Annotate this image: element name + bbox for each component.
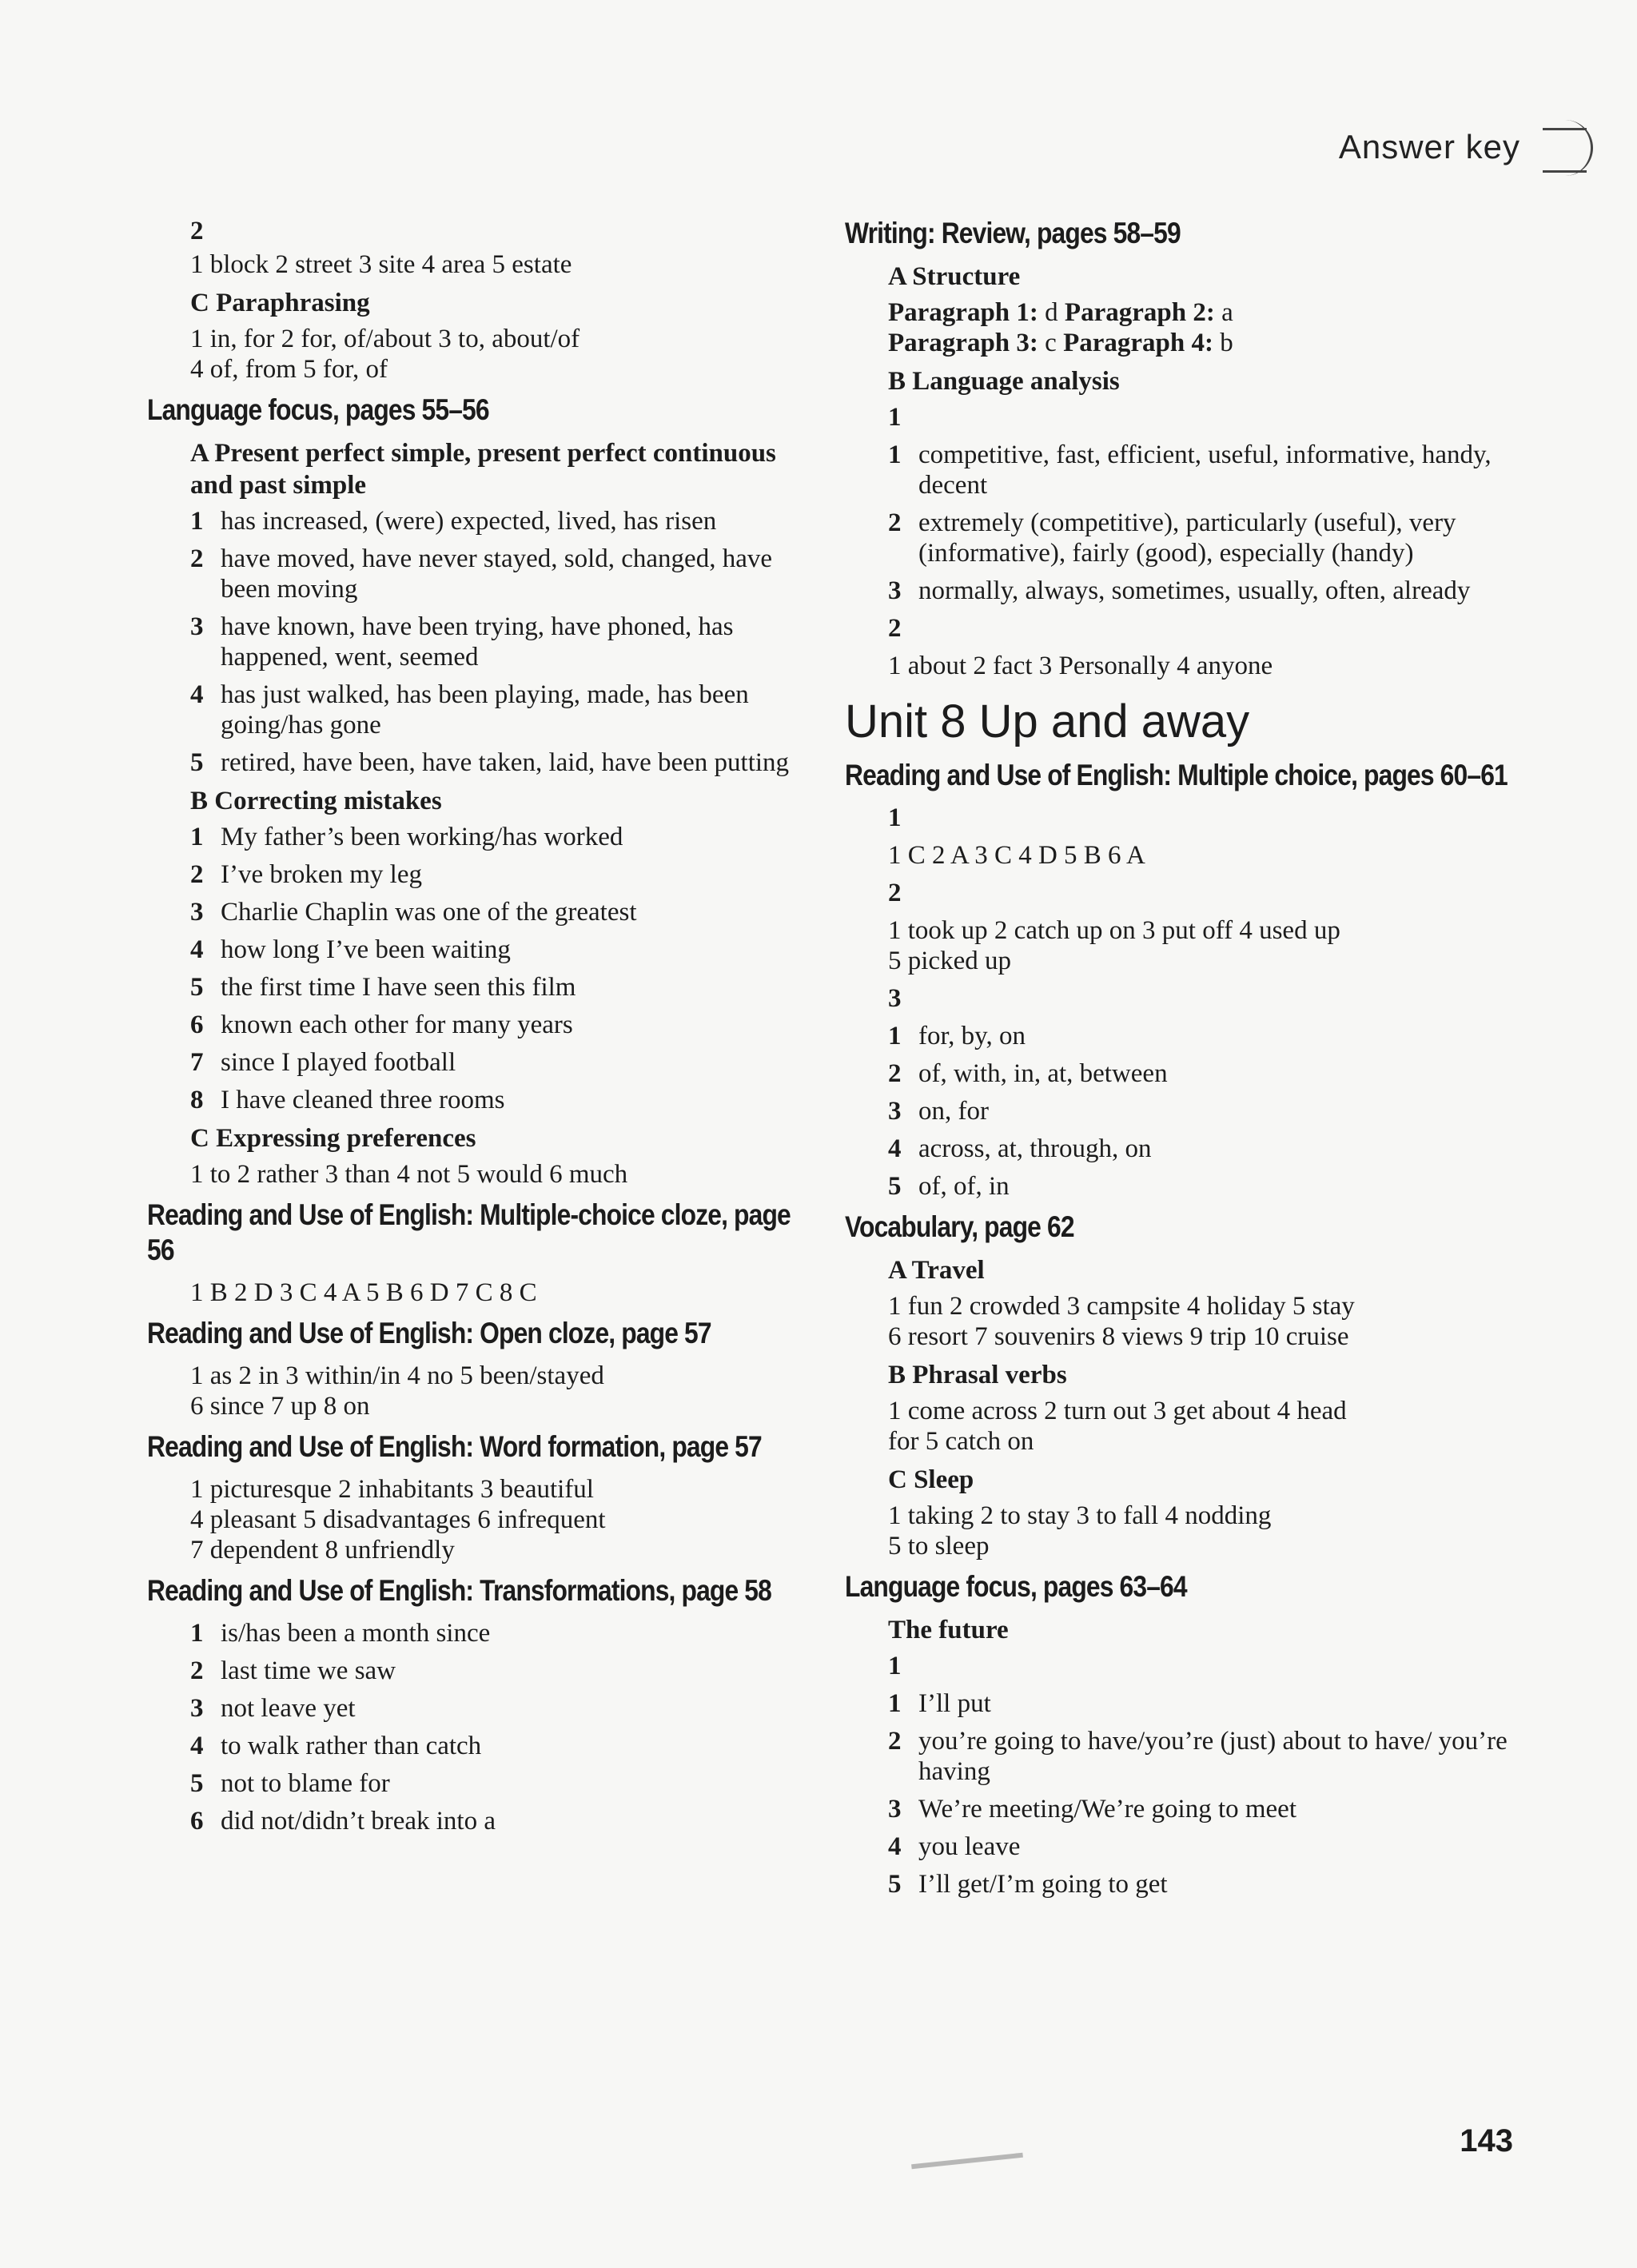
page-tab-mark: [1543, 120, 1593, 176]
answer-line: 5 to sleep: [888, 1532, 990, 1560]
writing-block: [845, 261, 1532, 681]
intro-block: [147, 216, 811, 385]
section-title: Language focus, pages 63–64: [845, 1570, 1187, 1603]
language-focus-block: [147, 437, 811, 1190]
list-item: 2 of, with, in, at, between: [888, 1059, 1168, 1088]
list-item: 5 I’ll get/I’m going to get: [888, 1870, 1168, 1899]
left-column: [147, 216, 811, 1843]
answer-line: 1 picturesque 2 inhabitants 3 beautiful: [190, 1475, 594, 1504]
list-item: 3 not leave yet: [190, 1694, 356, 1723]
list-item: 1 competitive, fast, efficient, useful, informative, handy, decent: [888, 440, 1492, 500]
list-item: 1 I’ll put: [888, 1689, 991, 1718]
list-item: 5 retired, have been, have taken, laid, have been putting: [190, 748, 790, 777]
answer-line: 5 picked up: [888, 947, 1011, 975]
page-number: 143: [1460, 2123, 1513, 2158]
word-formation-block: [147, 1474, 811, 1565]
answer-line: 1 in, for 2 for, of/about 3 to, about/of: [190, 325, 580, 353]
list-item: 2 you’re going to have/you’re (just) about to have/ you’re having: [888, 1727, 1508, 1786]
answer-line: 6 since 7 up 8 on: [190, 1392, 370, 1421]
list-item: 6 did not/didn’t break into a: [190, 1807, 496, 1836]
answer-line: 7 dependent 8 unfriendly: [190, 1536, 455, 1564]
section-title: Reading and Use of English: Word formation, page 57: [147, 1430, 762, 1463]
list-item: 4 you leave: [888, 1832, 1021, 1861]
answer-line: 6 resort 7 souvenirs 8 views 9 trip 10 cruise: [888, 1322, 1349, 1351]
list-item: 3 have known, have been trying, have phoned, has happened, went, seemed: [190, 612, 734, 672]
list-item: 7 since I played football: [190, 1048, 456, 1077]
list-item: 3 Charlie Chaplin was one of the greatest: [190, 898, 637, 927]
section-title: Reading and Use of English: Multiple choice, pages 60–61: [845, 759, 1508, 791]
subheading: C Paraphrasing: [190, 289, 370, 317]
paragraph-answers: Paragraph 1: d Paragraph 2: a: [888, 298, 1233, 327]
answer-line: 1 to 2 rather 3 than 4 not 5 would 6 much: [190, 1160, 628, 1189]
answer-line: 4 pleasant 5 disadvantages 6 infrequent: [190, 1505, 606, 1534]
paragraph-answers: Paragraph 3: c Paragraph 4: b: [888, 329, 1233, 357]
answer-line: 1 C 2 A 3 C 4 D 5 B 6 A: [888, 841, 1145, 870]
subheading: A Present perfect simple, present perfect continuous and past simple: [190, 439, 776, 500]
answer-line: 1 fun 2 crowded 3 campsite 4 holiday 5 stay: [888, 1292, 1355, 1321]
future-block: [845, 1614, 1532, 1899]
answer-line: 1 taking 2 to stay 3 to fall 4 nodding: [888, 1501, 1272, 1530]
subheading: B Language analysis: [888, 367, 1120, 396]
answer-line: 1 as 2 in 3 within/in 4 no 5 been/stayed: [190, 1361, 604, 1390]
list-item: 1 has increased, (were) expected, lived, has risen: [190, 507, 717, 536]
list-item: 3 We’re meeting/We’re going to meet: [888, 1795, 1296, 1824]
list-item: 5 of, of, in: [888, 1172, 1010, 1201]
answer-line: 1 B 2 D 3 C 4 A 5 B 6 D 7 C 8 C: [190, 1278, 537, 1307]
subheading: A Structure: [888, 262, 1021, 291]
subheading: B Phrasal verbs: [888, 1361, 1067, 1389]
answer-line: 1 come across 2 turn out 3 get about 4 head: [888, 1397, 1347, 1425]
list-item: 4 how long I’ve been waiting: [190, 935, 511, 964]
answer-line: 1 about 2 fact 3 Personally 4 anyone: [888, 652, 1273, 680]
exercise-number: 1: [888, 403, 902, 432]
open-cloze-block: [147, 1361, 811, 1421]
unit-title: Unit 8 Up and away: [845, 696, 1250, 747]
section-title: Writing: Review, pages 58–59: [845, 217, 1181, 249]
subheading: B Correcting mistakes: [190, 787, 442, 815]
subheading: A Travel: [888, 1256, 985, 1285]
answer-line: 4 of, from 5 for, of: [190, 355, 388, 384]
list-item: 1 My father’s been working/has worked: [190, 823, 623, 851]
section-title: Reading and Use of English: Transformations, page 58: [147, 1574, 771, 1607]
subheading: C Expressing preferences: [190, 1124, 476, 1153]
running-header: Answer key: [1338, 128, 1520, 165]
exercise-number: 3: [888, 984, 902, 1013]
list-item: 1 is/has been a month since: [190, 1619, 491, 1648]
section-title: Vocabulary, page 62: [845, 1210, 1074, 1243]
right-column: [845, 216, 1532, 1907]
exercise-number: 2: [888, 879, 902, 907]
cloze-block: [147, 1277, 811, 1308]
list-item: 4 to walk rather than catch: [190, 1732, 482, 1760]
list-item: 4 across, at, through, on: [888, 1134, 1152, 1163]
section-title: Language focus, pages 55–56: [147, 393, 489, 426]
list-item: 3 on, for: [888, 1097, 989, 1126]
list-item: 2 I’ve broken my leg: [190, 860, 422, 889]
list-item: 5 not to blame for: [190, 1769, 390, 1798]
answer-line: 1 took up 2 catch up on 3 put off 4 used up: [888, 916, 1340, 945]
list-item: 2 last time we saw: [190, 1656, 396, 1685]
exercise-number: 2: [888, 614, 902, 643]
list-item: 3 normally, always, sometimes, usually, often, already: [888, 576, 1471, 605]
answer-line: for 5 catch on: [888, 1427, 1034, 1456]
list-item: 2 extremely (competitive), particularly (useful), very (informative), fairly (good), especially (handy): [888, 508, 1456, 568]
exercise-number: 2: [190, 217, 204, 245]
scan-smudge: [911, 2153, 1023, 2170]
multiple-choice-block: [845, 803, 1532, 1202]
exercise-number: 1: [888, 803, 902, 832]
transformations-block: [147, 1618, 811, 1836]
subheading: C Sleep: [888, 1465, 974, 1494]
subheading: The future: [888, 1616, 1009, 1644]
list-item: 8 I have cleaned three rooms: [190, 1086, 505, 1114]
answer-line: 1 block 2 street 3 site 4 area 5 estate: [190, 250, 572, 279]
list-item: 4 has just walked, has been playing, made, has been going/has gone: [190, 680, 749, 739]
list-item: 2 have moved, have never stayed, sold, changed, have been moving: [190, 544, 772, 604]
list-item: 6 known each other for many years: [190, 1010, 573, 1039]
list-item: 5 the first time I have seen this film: [190, 973, 576, 1002]
list-item: 1 for, by, on: [888, 1022, 1026, 1050]
section-title: Reading and Use of English: Open cloze, page 57: [147, 1317, 711, 1349]
exercise-number: 1: [888, 1652, 902, 1680]
vocabulary-block: [845, 1254, 1532, 1561]
section-title: Reading and Use of English: Multiple-choice cloze, page 56: [147, 1198, 791, 1266]
